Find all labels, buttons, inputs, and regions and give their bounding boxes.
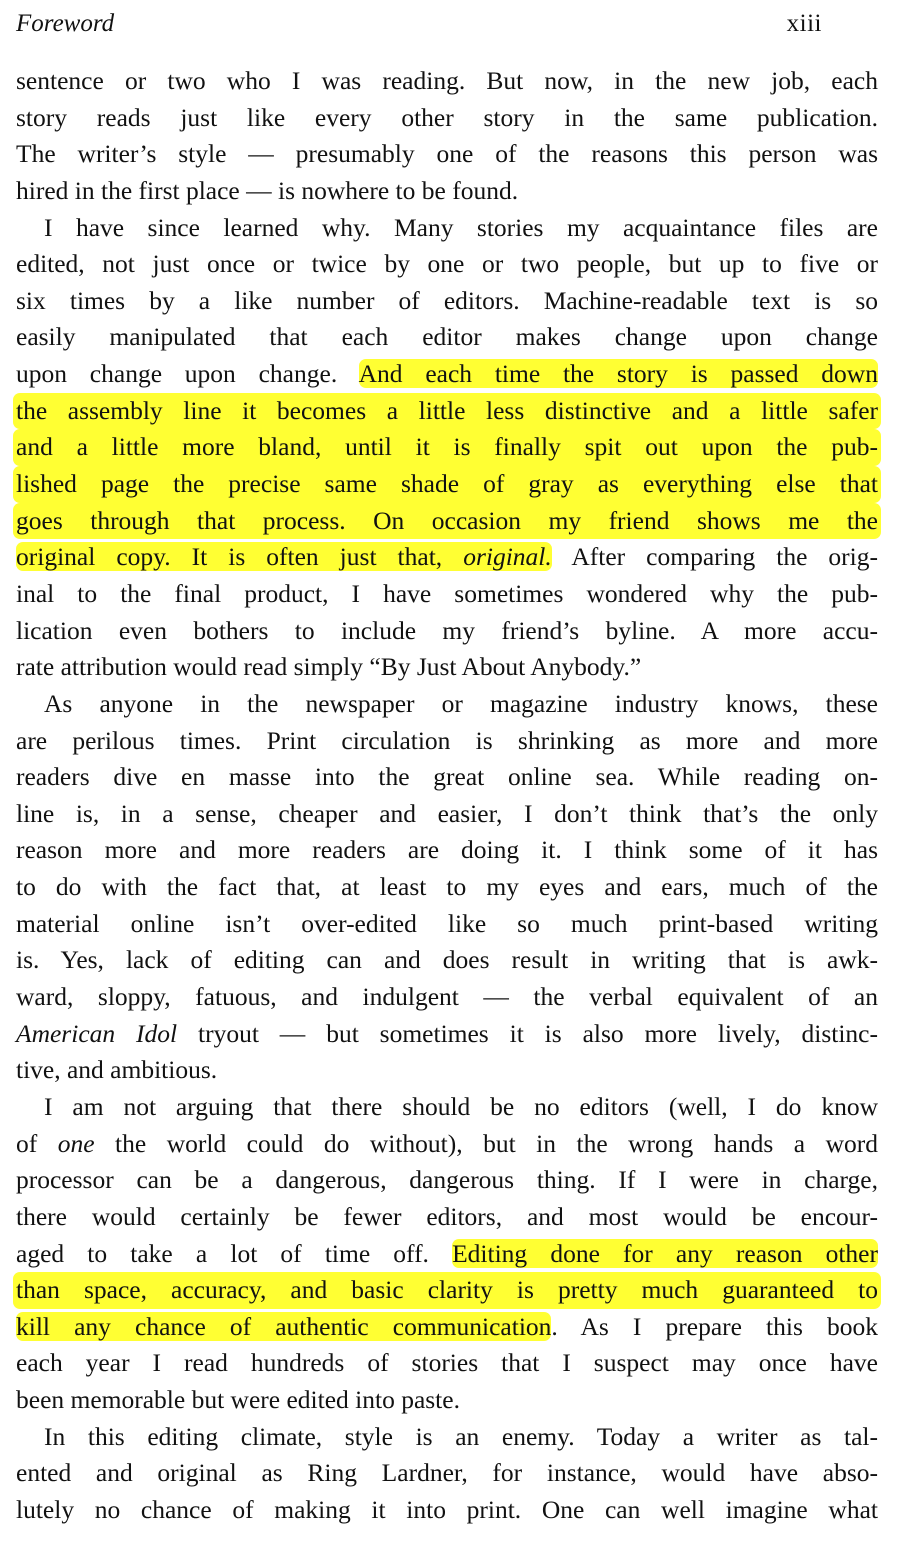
highlighted-text-line: and a little more bland, until it is finally spit out upon the pub- — [13, 429, 881, 466]
text-line: tive, and ambitious. — [16, 1055, 218, 1085]
highlighted-text-line: the assembly line it becomes a little less distinctive and a little safer — [13, 393, 881, 430]
text-line: The writer’s style — presumably one of the reasons this person was — [16, 139, 878, 169]
text-run: original copy. It is often just that, — [16, 542, 464, 572]
text-line — [16, 1236, 878, 1273]
text-line — [16, 1016, 878, 1053]
highlighted-text-line: lished page the precise same shade of gray as everything else that — [13, 466, 881, 503]
highlighted-text: And each time the story is passed down — [358, 359, 878, 389]
text-line: are perilous times. Print circulation is shrinking as more and more — [16, 725, 878, 755]
highlighted-text-line: than space, accuracy, and basic clarity is pretty much guaranteed to — [13, 1272, 881, 1309]
text-line — [16, 1126, 878, 1163]
text-run: After comparing the orig- — [551, 542, 878, 572]
text-line: there would certainly be fewer editors, and most would be encour- — [16, 1201, 878, 1231]
text-line: easily manipulated that each editor makes change upon change — [16, 322, 878, 352]
text-line: is. Yes, lack of editing can and does result in writing that is awk- — [16, 945, 878, 975]
text-run: . As I prepare this book — [551, 1311, 878, 1341]
text-line: edited, not just once or twice by one or two people, but up to five or — [16, 249, 878, 279]
text-run: aged to take a lot of time off. — [16, 1238, 453, 1268]
text-line: inal to the final product, I have sometimes wondered why the pub- — [16, 578, 878, 608]
text-run: upon change upon change. — [16, 359, 359, 389]
text-line: line is, in a sense, cheaper and easier, I don’t think that’s the only — [16, 798, 878, 828]
text-line: I have since learned why. Many stories my acquaintance files are — [44, 212, 878, 242]
text-line: ward, sloppy, fatuous, and indulgent — the verbal equivalent of an — [16, 982, 878, 1012]
italic-text: original. — [463, 542, 552, 572]
highlighted-text: Editing done for any reason other — [452, 1238, 878, 1268]
text-line: processor can be a dangerous, dangerous thing. If I were in charge, — [16, 1165, 878, 1195]
text-line — [16, 1309, 878, 1346]
body-text — [16, 63, 878, 1529]
text-line: I am not arguing that there should be no editors (well, I do know — [44, 1091, 878, 1121]
text-line: hired in the first place — is nowhere to be found. — [16, 175, 519, 205]
text-line: lutely no chance of making it into print. One can well imagine what — [16, 1494, 878, 1524]
text-line: sentence or two who I was reading. But now, in the new job, each — [16, 66, 878, 95]
text-line: reason more and more readers are doing it. I think some of it has — [16, 835, 878, 865]
text-run: of — [16, 1128, 58, 1158]
text-line: rate attribution would read simply “By Just About Anybody.” — [16, 652, 642, 682]
text-line: each year I read hundreds of stories that I suspect may once have — [16, 1348, 878, 1378]
text-line: six times by a like number of editors. Machine-readable text is so — [16, 285, 878, 315]
page-number: xiii — [786, 10, 822, 37]
highlighted-text: kill any chance of authentic communication — [16, 1311, 552, 1341]
text-line: story reads just like every other story in the same publication. — [16, 102, 878, 132]
text-line: lication even bothers to include my friend’s byline. A more accu- — [16, 615, 878, 645]
text-line — [16, 356, 878, 393]
text-line: been memorable but were edited into paste. — [16, 1385, 460, 1415]
text-line: readers dive en masse into the great online sea. While reading on- — [16, 762, 878, 792]
text-line: material online isn’t over-edited like so much print-based writing — [16, 908, 878, 938]
highlighted-text-line: goes through that process. On occasion my friend shows me the — [13, 503, 881, 540]
text-line: In this editing climate, style is an enemy. Today a writer as tal- — [44, 1421, 878, 1451]
text-run: tryout — but sometimes it is also more lively, distinc- — [177, 1018, 878, 1048]
text-run: the world could do without), but in the wrong hands a word — [94, 1128, 878, 1158]
italic-text: one — [57, 1128, 95, 1158]
text-line — [16, 539, 878, 576]
text-line: As anyone in the newspaper or magazine industry knows, these — [44, 688, 878, 718]
highlighted-text — [16, 542, 552, 571]
section-title: Foreword — [16, 10, 115, 37]
text-line: ented and original as Ring Lardner, for instance, would have abso- — [16, 1458, 878, 1488]
text-line: to do with the fact that, at least to my eyes and ears, much of the — [16, 872, 878, 902]
running-head — [16, 8, 822, 40]
italic-text: American Idol — [16, 1018, 178, 1048]
